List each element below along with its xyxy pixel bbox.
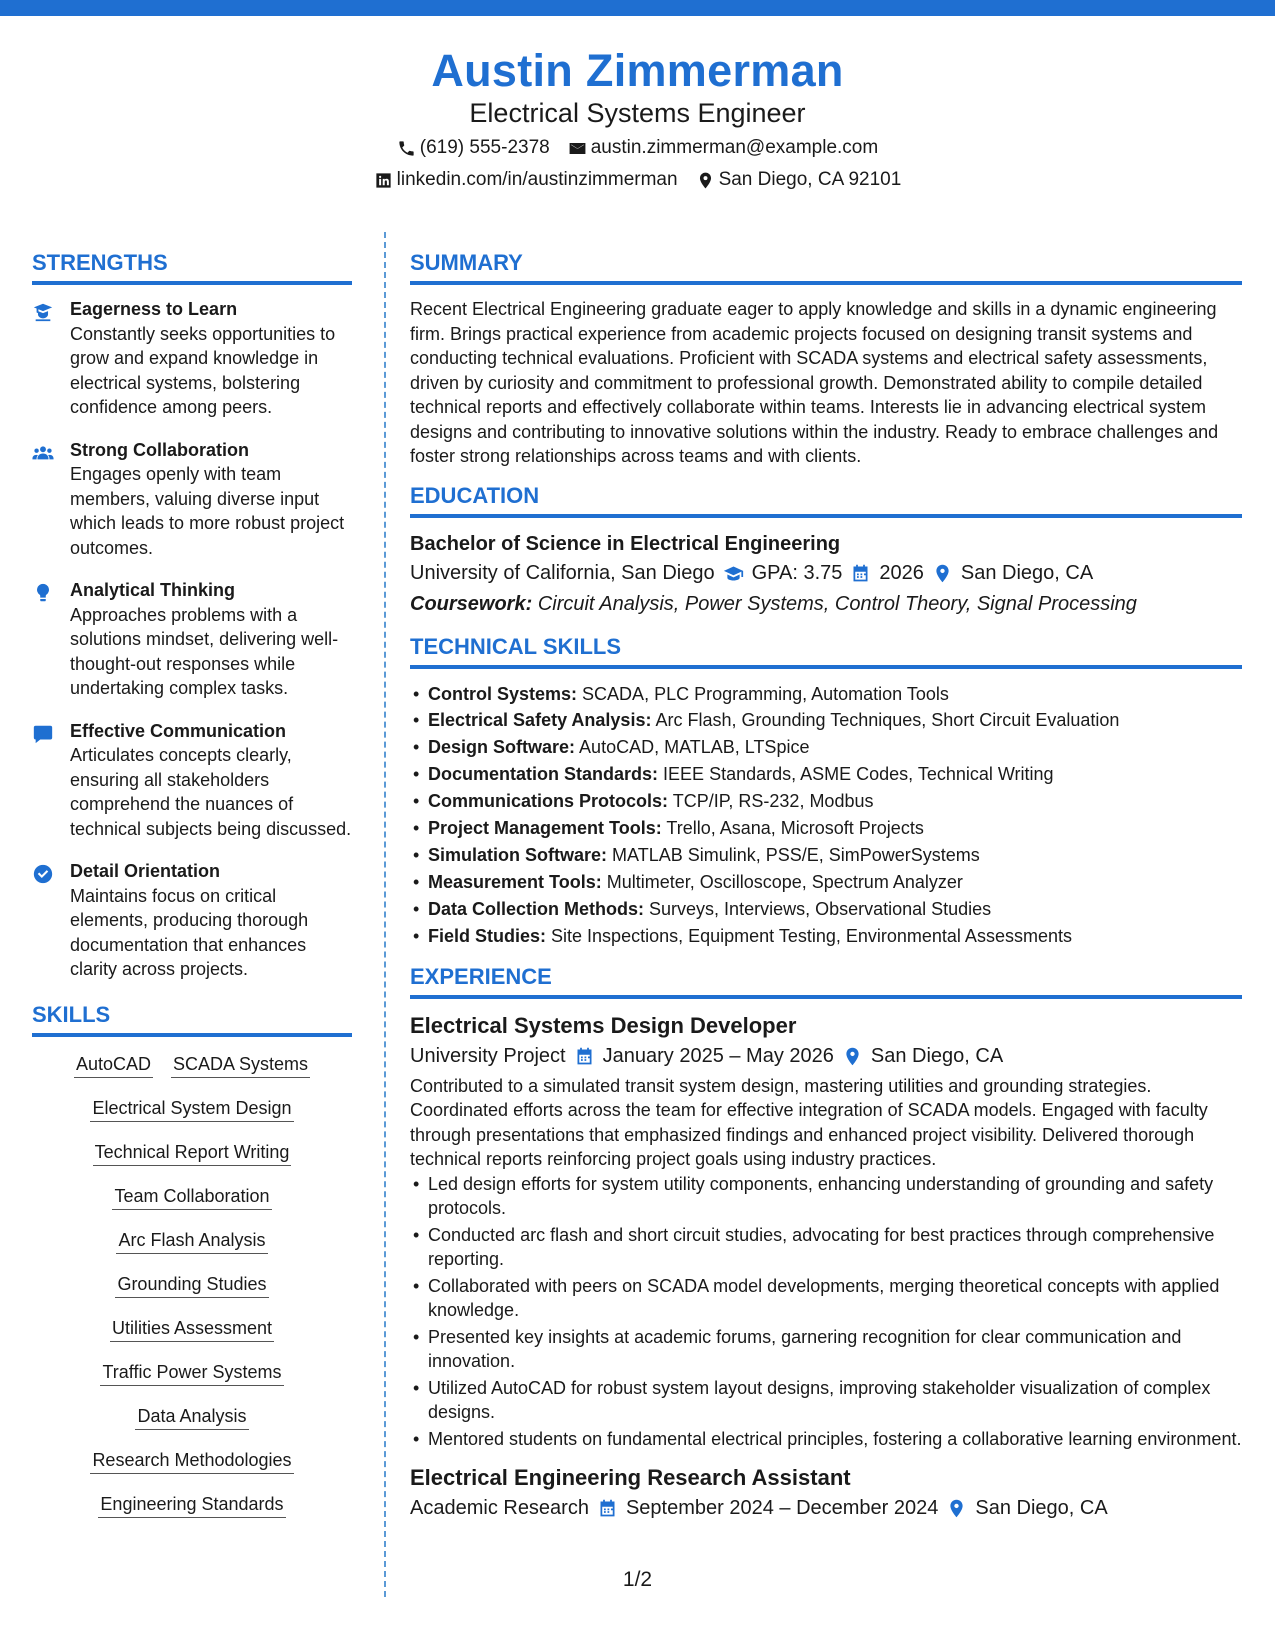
skill-chip: SCADA Systems [171,1051,310,1078]
strength-title: Effective Communication [70,720,287,741]
email-text: austin.zimmerman@example.com [590,137,879,158]
strength-item [32,719,352,842]
strengths-heading: STRENGTHS [32,248,352,285]
experience-entry [410,1463,1242,1524]
calendar-icon [850,563,871,584]
coursework-label: Coursework: [410,592,533,615]
candidate-name: Austin Zimmerman [431,45,844,96]
list-item: • Electrical Safety Analysis: Arc Flash, Grounding Techniques, Short Circuit Evaluation [410,707,1242,734]
list-item: • Led design efforts for system utility components, enhancing understanding of grounding and safety protocols. [410,1172,1242,1221]
list-item: • Simulation Software: MATLAB Simulink, PSS/E, SimPowerSystems [410,842,1242,869]
users-icon [32,442,54,464]
strength-item [32,297,352,420]
phone-contact[interactable] [397,132,550,164]
skill-chip: Technical Report Writing [93,1139,292,1166]
candidate-role: Electrical Systems Engineer [469,98,806,128]
map-pin-icon [946,1498,967,1519]
job-dates: January 2025 – May 2026 [602,1044,834,1067]
calendar-icon [597,1498,618,1519]
linkedin-contact[interactable] [374,164,678,196]
experience-heading: EXPERIENCE [410,962,1242,999]
location-contact [696,164,902,196]
job-meta [410,1041,1242,1072]
job-title: Electrical Engineering Research Assistant [410,1465,851,1491]
email-contact[interactable] [568,132,879,164]
skill-chip: Arc Flash Analysis [116,1227,267,1254]
contact-row-2 [0,164,1275,196]
list-item: • Data Collection Methods: Surveys, Interviews, Observational Studies [410,896,1242,923]
list-item: • Communications Protocols: TCP/IP, RS-232, Modbus [410,788,1242,815]
left-column [32,248,352,1535]
job-location: San Diego, CA [975,1497,1108,1520]
education-meta [410,558,1242,589]
resume-header [0,38,1275,196]
graduation-cap-icon [723,563,744,584]
list-item: • Project Management Tools: Trello, Asana, Microsoft Projects [410,815,1242,842]
top-accent-bar [0,0,1275,16]
experience-entry [410,1011,1242,1452]
calendar-icon [574,1046,595,1067]
school-name: University of California, San Diego [410,561,715,584]
strength-desc: Articulates concepts clearly, ensuring all stakeholders comprehend the nuances of technical subjects being discussed. [70,745,352,839]
job-location: San Diego, CA [870,1044,1004,1067]
skill-chip: Research Methodologies [90,1447,293,1474]
job-bullets [410,1172,1242,1452]
location-text: San Diego, CA 92101 [718,169,902,190]
skill-chip: AutoCAD [74,1051,153,1078]
column-divider [384,232,386,1597]
list-item: • Utilized AutoCAD for robust system layout designs, improving stakeholder visualization of complex designs. [410,1376,1242,1425]
map-pin-icon [696,171,715,190]
list-item: • Presented key insights at academic forums, garnering recognition for clear communication and innovation. [410,1325,1242,1374]
phone-icon [397,139,416,158]
education-location: San Diego, CA [960,561,1094,584]
gpa-text: GPA: 3.75 [751,561,843,584]
right-column [410,248,1242,1524]
strength-desc: Engages openly with team members, valuing diverse input which leads to more robust project outcomes. [70,464,345,558]
strength-desc: Approaches problems with a solutions mindset, delivering well-thought-out responses while undertaking complex tasks. [70,604,339,698]
list-item: • Mentored students on fundamental electrical principles, fostering a collaborative learning environment. [410,1427,1242,1452]
skill-chip: Data Analysis [135,1403,248,1430]
list-item: • Conducted arc flash and short circuit studies, advocating for best practices through comprehensive reporting. [410,1223,1242,1272]
job-org: University Project [410,1044,566,1067]
list-item: • Control Systems: SCADA, PLC Programming, Automation Tools [410,681,1242,708]
strength-item [32,859,352,982]
job-meta [410,1493,1242,1524]
strength-title: Strong Collaboration [70,439,249,460]
graduate-icon [32,301,54,323]
graduation-year: 2026 [879,561,924,584]
lightbulb-icon [32,582,54,604]
education-heading: EDUCATION [410,481,1242,518]
skills-heading: SKILLS [32,1000,352,1037]
summary-heading: SUMMARY [410,248,1242,285]
strength-title: Detail Orientation [70,861,221,881]
degree-title: Bachelor of Science in Electrical Engineering [410,532,841,555]
strength-desc: Constantly seeks opportunities to grow and expand knowledge in electrical systems, bolstering confidence among peers. [70,323,336,417]
skill-chip: Team Collaboration [112,1183,271,1210]
technical-skills-list [410,681,1242,950]
map-pin-icon [842,1046,863,1067]
job-description: Contributed to a simulated transit system design, mastering utilities and grounding strategies. Coordinated efforts across the team for effective integration of SCADA models. Engaged with faculty through presentations that emphasized findings and enhanced project visibility. Delivered thorough technical reports reinforcing project goals using industry practices. [410,1075,1208,1170]
check-circle-icon [32,863,54,885]
envelope-icon [568,139,587,158]
skill-chip: Electrical System Design [90,1095,293,1122]
strength-title: Analytical Thinking [70,580,236,600]
coursework-list: Circuit Analysis, Power Systems, Control Theory, Signal Processing [537,592,1137,615]
job-dates: September 2024 – December 2024 [625,1497,939,1520]
list-item: • Design Software: AutoCAD, MATLAB, LTSpice [410,734,1242,761]
strength-item [32,438,352,561]
skill-chip: Grounding Studies [115,1271,268,1298]
coursework [410,589,1242,620]
linkedin-icon [374,171,393,190]
phone-text: (619) 555-2378 [419,137,550,158]
technical-skills-heading: TECHNICAL SKILLS [410,632,1242,669]
message-icon [32,723,54,745]
skill-chip: Utilities Assessment [110,1315,274,1342]
list-item: • Field Studies: Site Inspections, Equipment Testing, Environmental Assessments [410,923,1242,950]
contact-row-1 [0,132,1275,164]
page-number: 1/2 [622,1568,653,1591]
list-item: • Documentation Standards: IEEE Standards, ASME Codes, Technical Writing [410,761,1242,788]
list-item: • Measurement Tools: Multimeter, Oscilloscope, Spectrum Analyzer [410,869,1242,896]
map-pin-icon [932,563,953,584]
job-org: Academic Research [410,1497,589,1520]
skill-chip: Engineering Standards [98,1491,285,1518]
skill-chip: Traffic Power Systems [100,1359,283,1386]
strength-title: Eagerness to Learn [70,299,238,319]
linkedin-text: linkedin.com/in/austinzimmerman [396,169,678,190]
strength-desc: Maintains focus on critical elements, producing thorough documentation that enhances clarity across projects. [70,885,309,979]
summary-text: Recent Electrical Engineering graduate eager to apply knowledge and skills in a dynamic engineering firm. Brings practical experience from academic projects focused on designing transit systems and conducting technical evaluations. Proficient with SCADA systems and electrical safety assessments, driven by curiosity and commitment to professional growth. Demonstrated ability to compile detailed technical reports and effectively collaborate within teams. Interests lie in advancing electrical system designs and contributing to innovative solutions within the industry. Ready to embrace challenges and foster strong relationships across teams and with clients. [410,299,1219,466]
strength-item [32,578,352,701]
job-title: Electrical Systems Design Developer [410,1012,797,1038]
list-item: • Collaborated with peers on SCADA model developments, merging theoretical concepts with applied knowledge. [410,1274,1242,1323]
